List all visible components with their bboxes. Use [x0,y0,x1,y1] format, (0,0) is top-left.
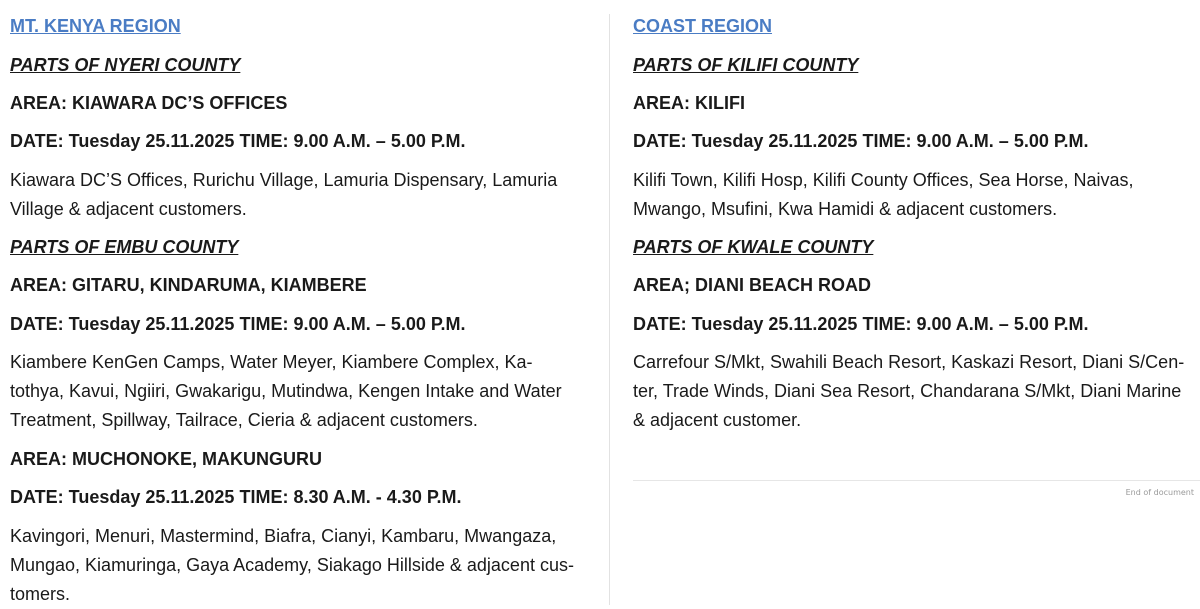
desc-kilifi: Kilifi Town, Kilifi Hosp, Kilifi County Offices, Sea Horse, Naivas, Mwango, Msufini, Kwa Hamidi & adjacent customers. [633,170,1134,219]
area-kiawara: AREA: KIAWARA DC’S OFFICES [10,93,288,113]
desc-muchonoke: Kavingori, Menuri, Mastermind, Biafra, Cianyi, Kambaru, Mwangaza, Mungao, Kiamuringa, Gaya Academy, Siakago Hillside & adjacent cus- tomers. [10,526,574,604]
county-heading-kwale: PARTS OF KWALE COUNTY [633,237,874,257]
date-kiawara: DATE: Tuesday 25.11.2025 TIME: 9.00 A.M. – 5.00 P.M. [10,131,466,151]
region-heading-mt-kenya[interactable]: MT. KENYA REGION [10,16,181,36]
area-muchonoke: AREA: MUCHONOKE, MAKUNGURU [10,449,322,469]
desc-diani: Carrefour S/Mkt, Swahili Beach Resort, Kaskazi Resort, Diani S/Cen- ter, Trade Winds, Diani Sea Resort, Chandarana S/Mkt, Diani Marine & adjacent customer. [633,352,1185,430]
date-kilifi: DATE: Tuesday 25.11.2025 TIME: 9.00 A.M. – 5.00 P.M. [633,131,1089,151]
desc-kiawara: Kiawara DC’S Offices, Rurichu Village, Lamuria Dispensary, Lamuria Village & adjacent customers. [10,170,558,219]
date-muchonoke: DATE: Tuesday 25.11.2025 TIME: 8.30 A.M. - 4.30 P.M. [10,487,462,507]
area-gitaru: AREA: GITARU, KINDARUMA, KIAMBERE [10,275,367,295]
region-heading-coast[interactable]: COAST REGION [633,16,773,36]
end-of-document-note: End of document [1125,488,1194,497]
county-heading-kilifi: PARTS OF KILIFI COUNTY [633,55,859,75]
end-of-document-rule [633,480,1200,481]
county-heading-nyeri: PARTS OF NYERI COUNTY [10,55,241,75]
area-diani: AREA; DIANI BEACH ROAD [633,275,871,295]
column-divider [609,14,610,605]
area-kilifi: AREA: KILIFI [633,93,745,113]
date-gitaru: DATE: Tuesday 25.11.2025 TIME: 9.00 A.M. – 5.00 P.M. [10,314,466,334]
desc-gitaru: Kiambere KenGen Camps, Water Meyer, Kiambere Complex, Ka- tothya, Kavui, Ngiiri, Gwakarigu, Mutindwa, Kengen Intake and Water Treatment, Spillway, Tailrace, Cieria & adjacent customers. [10,352,562,430]
date-diani: DATE: Tuesday 25.11.2025 TIME: 9.00 A.M. – 5.00 P.M. [633,314,1089,334]
county-heading-embu: PARTS OF EMBU COUNTY [10,237,239,257]
